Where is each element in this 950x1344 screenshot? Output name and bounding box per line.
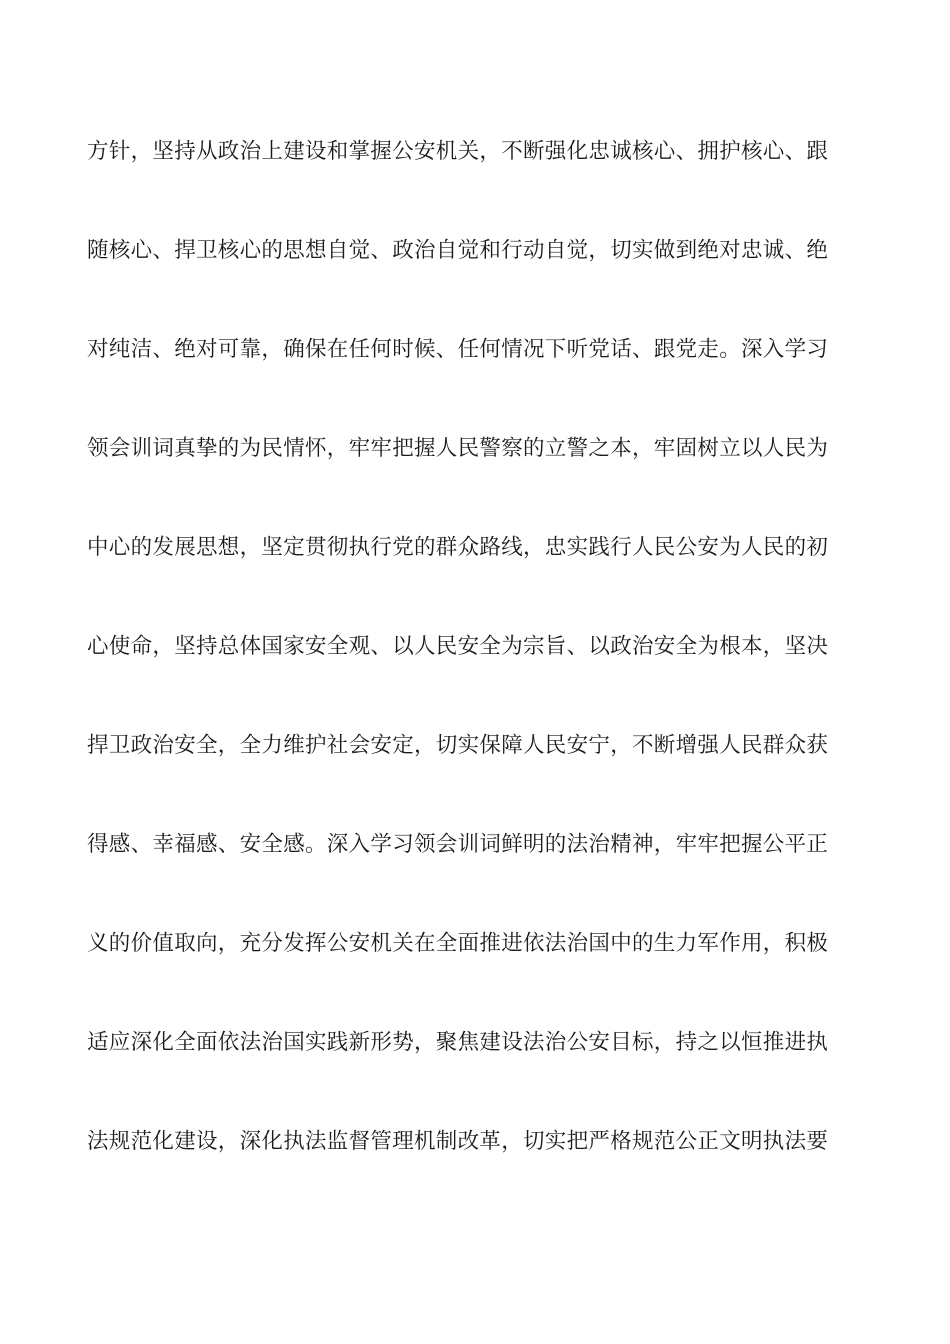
text-line: 中心的发展思想，坚定贯彻执行党的群众路线，忠实践行人民公安为人民的初 xyxy=(87,535,829,560)
text-line: 法规范化建设，深化执法监督管理机制改革，切实把严格规范公正文明执法要 xyxy=(87,1129,829,1154)
text-line: 心使命，坚持总体国家安全观、以人民安全为宗旨、以政治安全为根本，坚决 xyxy=(87,634,829,659)
text-line: 方针，坚持从政治上建设和掌握公安机关，不断强化忠诚核心、拥护核心、跟 xyxy=(87,139,829,164)
text-line: 领会训词真挚的为民情怀，牢牢把握人民警察的立警之本，牢固树立以人民为 xyxy=(87,436,829,461)
text-line: 对纯洁、绝对可靠，确保在任何时候、任何情况下听党话、跟党走。深入学习 xyxy=(87,337,829,362)
text-line: 得感、幸福感、安全感。深入学习领会训词鲜明的法治精神，牢牢把握公平正 xyxy=(87,832,829,857)
text-line: 随核心、捍卫核心的思想自觉、政治自觉和行动自觉，切实做到绝对忠诚、绝 xyxy=(87,238,829,263)
text-line: 适应深化全面依法治国实践新形势，聚焦建设法治公安目标，持之以恒推进执 xyxy=(87,1030,829,1055)
text-line: 捍卫政治安全，全力维护社会安定，切实保障人民安宁，不断增强人民群众获 xyxy=(87,733,829,758)
text-line: 义的价值取向，充分发挥公安机关在全面推进依法治国中的生力军作用，积极 xyxy=(87,931,829,956)
body-text xyxy=(87,128,862,1217)
